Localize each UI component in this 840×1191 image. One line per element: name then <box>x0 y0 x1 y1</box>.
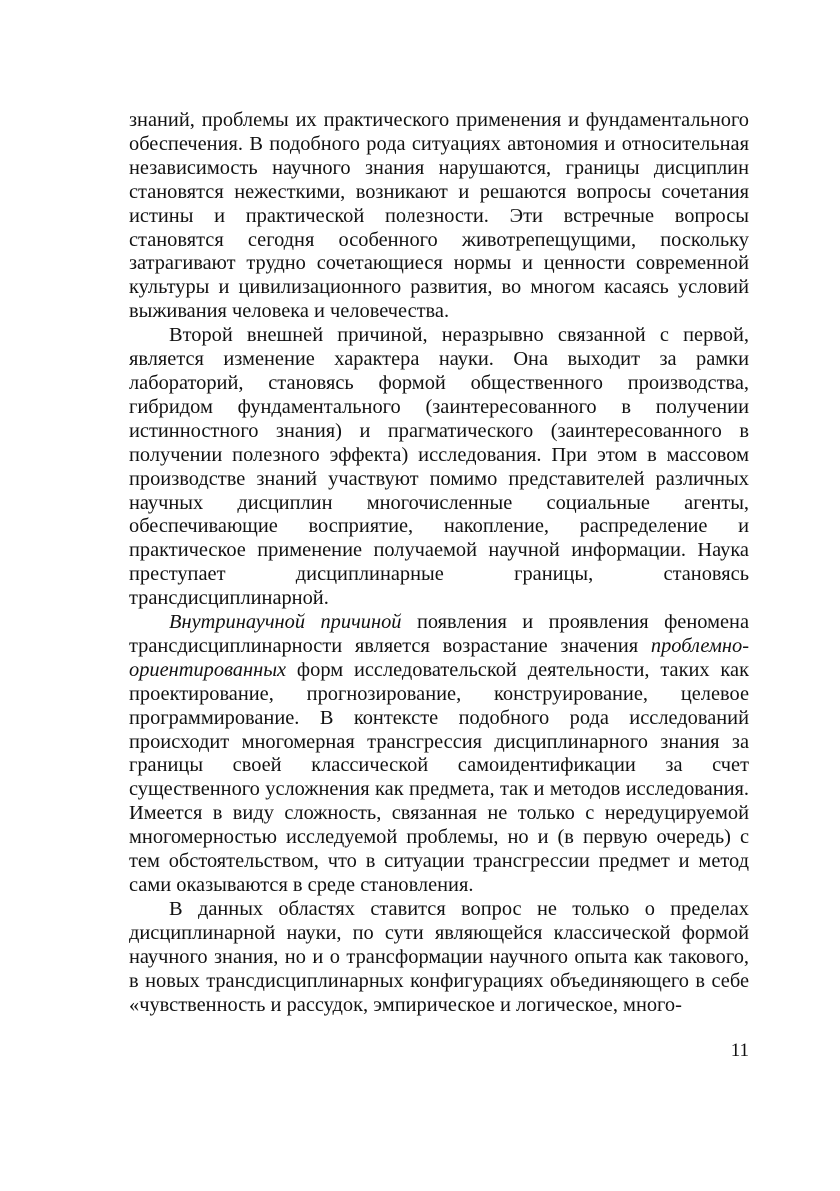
paragraph-4-text: В данных областях ставится вопрос не только о пределах дисциплинарной науки, по сути являющейся классической формой научного знания, но и о трансформации научного опыта как такового, в новых трансдисциплинарных конфигурациях объединяющего в себе «чувственность и рассудок, эмпирическое и логическое, много- <box>129 897 749 1016</box>
paragraph-1 <box>129 109 749 324</box>
page <box>129 109 749 1017</box>
paragraph-2 <box>129 324 749 611</box>
paragraph-3 <box>129 611 749 898</box>
paragraph-3-italic-term-1: Внутринаучной причиной <box>169 611 402 634</box>
paragraph-3-text-2: форм исследовательской деятельности, таких как проектирование, прогнозирование, конструирование, целевое программирование. В контексте подобного рода исследований происходит многомерная трансгрессия дисциплинарного знания за границы своей классической самоидентификации за счет существенного усложнения как предмета, так и методов исследования. Имеется в виду сложность, связанная не только с нередуцируемой многомерностью исследуемой проблемы, но и (в первую очередь) с тем обстоятельством, что в ситуации трансгрессии предмет и метод сами оказываются в среде становления. <box>129 658 749 896</box>
paragraph-2-text: Второй внешней причиной, неразрывно связанной с первой, является изменение характера науки. Она выходит за рамки лабораторий, становясь формой общественного производства, гибридом фундаментального (заинтересованного в получении истинностного знания) и прагматического (заинтересованного в получении полезного эффекта) исследования. При этом в массовом производстве знаний участвуют помимо представителей различных научных дисциплин многочисленные социальные агенты, обеспечивающие восприятие, накопление, распределение и практическое применение получаемой научной информации. Наука преступает дисциплинарные границы, становясь трансдисциплинарной. <box>129 324 749 610</box>
paragraph-3-italic-term-2: проблемно-ориентированных <box>129 634 749 681</box>
page-number: 11 <box>730 1040 749 1061</box>
paragraph-3-text-1: появления и проявления феномена трансдисциплинарности является возрастание значения <box>129 611 749 657</box>
paragraph-4 <box>129 898 749 1018</box>
paragraph-1-text: знаний, проблемы их практического применения и фундаментального обеспечения. В подобного рода ситуациях автономия и относительная независимость научного знания нарушаются, границы дисциплин становятся нежесткими, возникают и решаются вопросы сочетания истины и практической полезности. Эти встречные вопросы становятся сегодня особенного животрепещущими, поскольку затрагивают трудно сочетающиеся нормы и ценности современной культуры и цивилизационного развития, во многом касаясь условий выживания человека и человечества. <box>129 109 749 323</box>
body-text <box>129 109 749 1017</box>
